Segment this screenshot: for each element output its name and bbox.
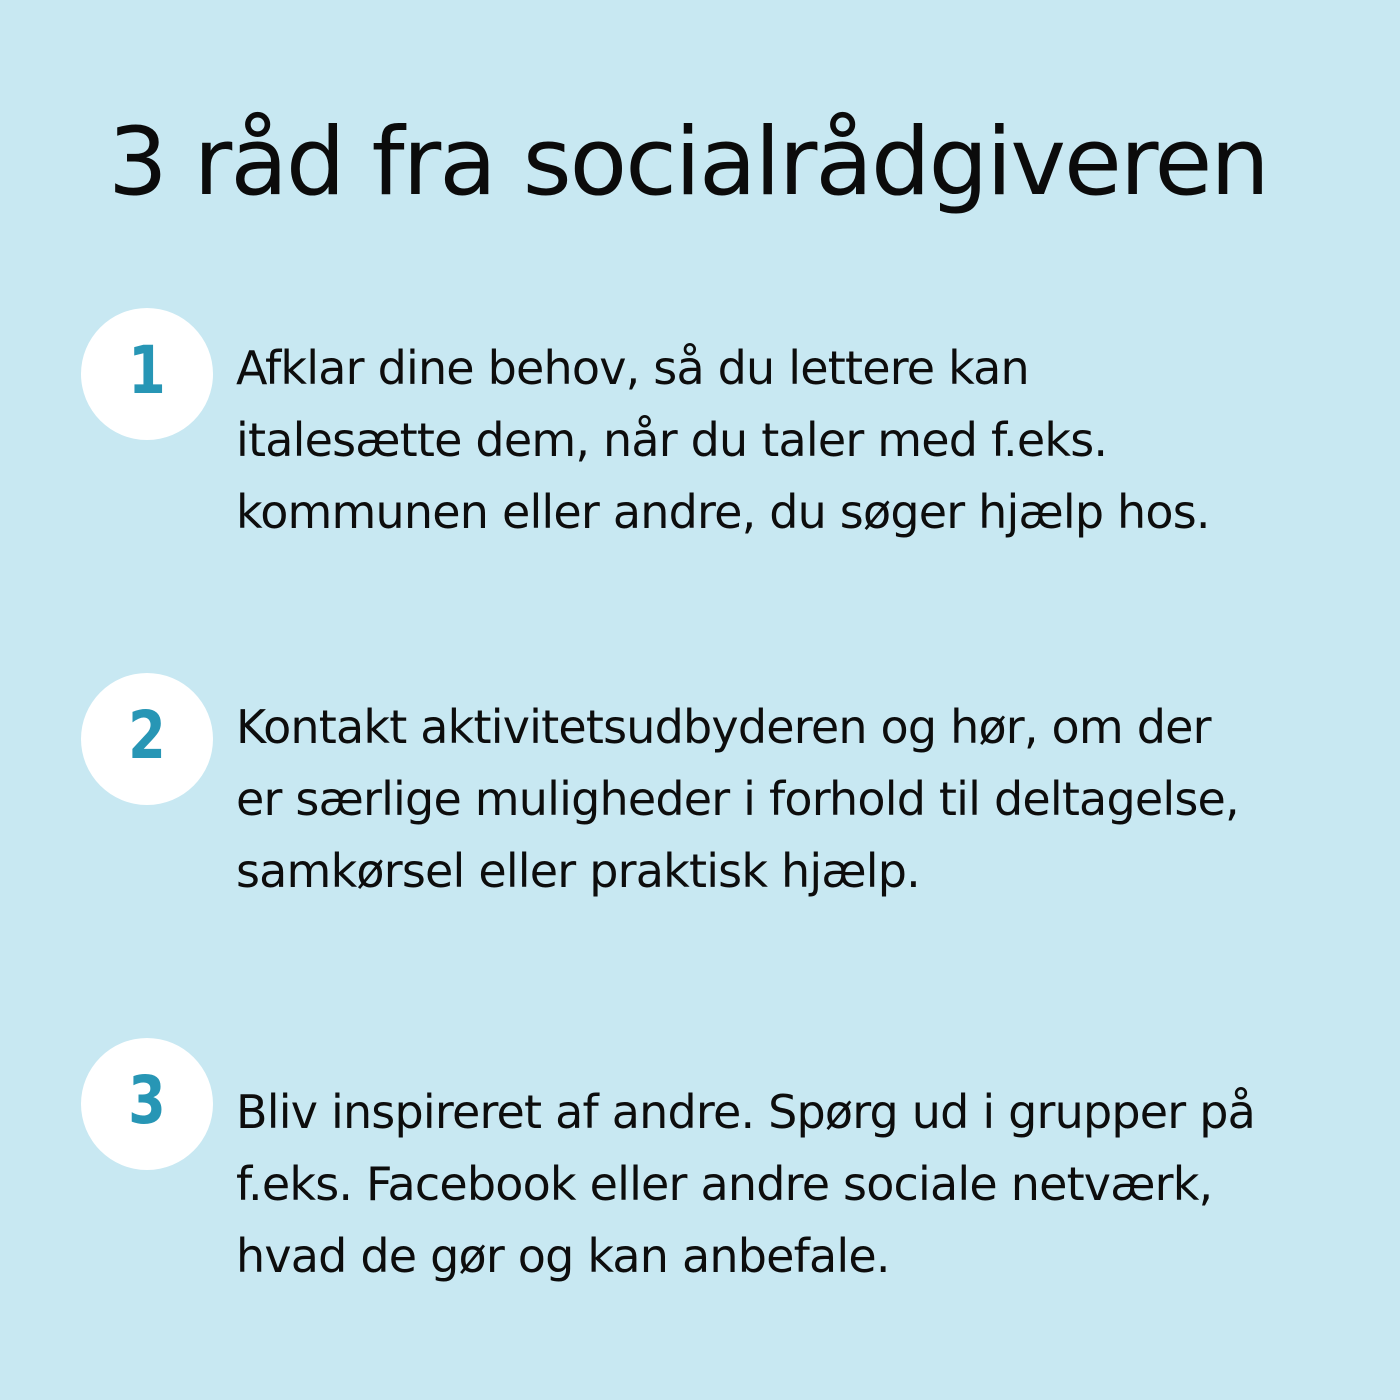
tip-text-1 xyxy=(236,332,1366,548)
tip-number-3: 3 xyxy=(128,1062,166,1139)
tip-3-line-2: f.eks. Facebook eller andre sociale netværk, xyxy=(236,1157,1213,1211)
tip-1-line-2: italesætte dem, når du taler med f.eks. xyxy=(236,413,1108,467)
tip-2-line-2: er særlige muligheder i forhold til deltagelse, xyxy=(236,772,1239,826)
tip-number-badge-3 xyxy=(81,1038,213,1170)
tip-number-badge-2 xyxy=(81,673,213,805)
tip-3-line-3: hvad de gør og kan anbefale. xyxy=(236,1229,890,1283)
tip-2-line-1: Kontakt aktivitetsudbyderen og hør, om der xyxy=(236,700,1211,754)
tip-3-line-1: Bliv inspireret af andre. Spørg ud i grupper på xyxy=(236,1085,1256,1139)
tip-1-line-3: kommunen eller andre, du søger hjælp hos. xyxy=(236,485,1210,539)
page-title: 3 råd fra socialrådgiveren xyxy=(108,108,1268,217)
tip-2-line-3: samkørsel eller praktisk hjælp. xyxy=(236,844,920,898)
tip-text-3 xyxy=(236,1076,1366,1292)
tip-text-2 xyxy=(236,691,1366,907)
tip-number-1: 1 xyxy=(128,332,166,409)
tip-1-line-1: Afklar dine behov, så du lettere kan xyxy=(236,341,1029,395)
tip-number-badge-1 xyxy=(81,308,213,440)
tip-number-2: 2 xyxy=(128,697,166,774)
